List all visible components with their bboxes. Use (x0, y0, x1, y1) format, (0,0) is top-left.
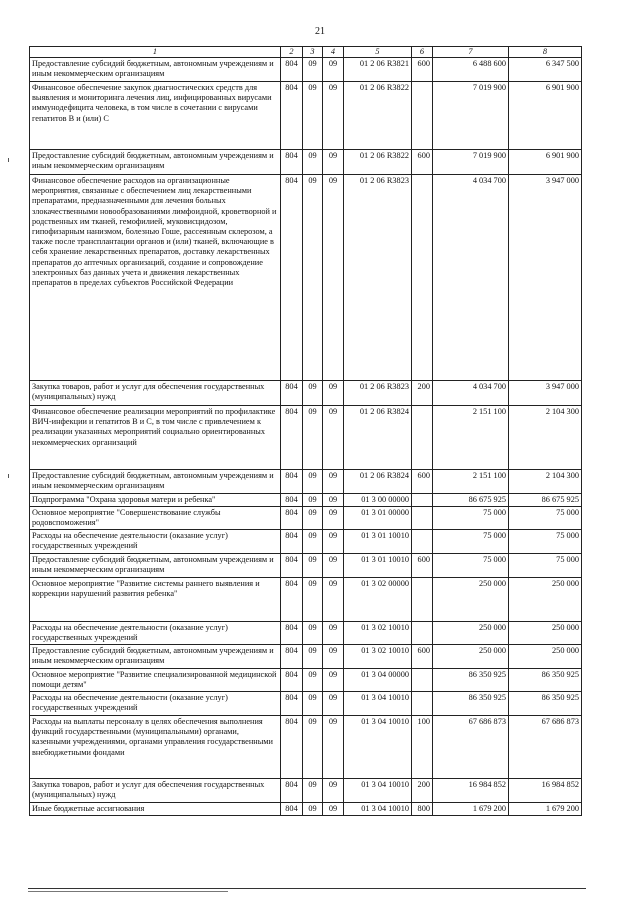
cell-subsection: 09 (323, 645, 344, 669)
column-header: 4 (323, 47, 344, 58)
cell-target-article: 01 3 01 00000 (344, 507, 412, 530)
cell-expense-type: 100 (412, 716, 433, 779)
cell-expense-type (412, 669, 433, 692)
cell-amount-2: 250 000 (509, 622, 582, 645)
table-row (30, 578, 582, 622)
cell-subsection: 09 (323, 470, 344, 494)
scan-mark (8, 158, 9, 162)
cell-section: 09 (303, 692, 323, 716)
page-number: 21 (315, 26, 325, 37)
column-header: 5 (344, 47, 412, 58)
cell-amount-2: 86 350 925 (509, 669, 582, 692)
cell-target-article: 01 3 02 00000 (344, 578, 412, 622)
cell-section: 09 (303, 507, 323, 530)
cell-amount-2: 3 947 000 (509, 175, 582, 381)
table-row (30, 530, 582, 554)
table-row (30, 645, 582, 669)
cell-section: 09 (303, 406, 323, 470)
cell-name: Финансовое обеспечение реализации мероприятий по профилактике ВИЧ-инфекции и гепатитов В и С, в том числе с привлечением к реализации указанных мероприятий социально ориентированных некоммерческих организаций (30, 406, 281, 470)
cell-amount-1: 250 000 (433, 578, 509, 622)
cell-expense-type (412, 175, 433, 381)
table-row (30, 175, 582, 381)
cell-subsection: 09 (323, 554, 344, 578)
cell-grbs: 804 (281, 175, 303, 381)
cell-amount-2: 75 000 (509, 507, 582, 530)
cell-expense-type: 600 (412, 554, 433, 578)
cell-target-article: 01 2 06 R3822 (344, 82, 412, 150)
cell-amount-2: 16 984 852 (509, 779, 582, 803)
cell-name: Предоставление субсидий бюджетным, автономным учреждениям и иным некоммерческим организациям (30, 554, 281, 578)
scan-mark (8, 474, 9, 478)
cell-subsection: 09 (323, 530, 344, 554)
cell-subsection: 09 (323, 669, 344, 692)
cell-section: 09 (303, 669, 323, 692)
cell-subsection: 09 (323, 175, 344, 381)
cell-target-article: 01 2 06 R3823 (344, 175, 412, 381)
cell-section: 09 (303, 150, 323, 175)
cell-target-article: 01 3 04 10010 (344, 692, 412, 716)
cell-amount-1: 1 679 200 (433, 803, 509, 816)
cell-amount-1: 4 034 700 (433, 381, 509, 406)
cell-grbs: 804 (281, 494, 303, 507)
cell-amount-1: 75 000 (433, 530, 509, 554)
cell-target-article: 01 3 04 10010 (344, 779, 412, 803)
cell-name: Финансовое обеспечение расходов на организационные мероприятия, связанные с обеспечением лиц лекарственными препаратами, предназначенными для лечения больных злокачественными новообразованиями лимфоидной, кроветворной и родственных им тканей, гемофилией, муковисцидозом, гипофизарным нанизмом, болезнью Гоше, рассеянным склерозом, а также после трансплантации органов и (или) тканей, включающие в себя хранение лекарственных препаратов, доставку лекарственных препаратов до аптечных организаций, создание и сопровождение электронных баз данных учета и движения лекарственных препаратов в пределах субъектов Российской Федерации (30, 175, 281, 381)
cell-expense-type: 800 (412, 803, 433, 816)
cell-name: Основное мероприятие "Развитие специализированной медицинской помощи детям" (30, 669, 281, 692)
cell-target-article: 01 3 02 10010 (344, 645, 412, 669)
cell-section: 09 (303, 554, 323, 578)
column-header: 3 (303, 47, 323, 58)
cell-subsection: 09 (323, 779, 344, 803)
column-header: 6 (412, 47, 433, 58)
cell-subsection: 09 (323, 150, 344, 175)
column-header: 1 (30, 47, 281, 58)
cell-subsection: 09 (323, 803, 344, 816)
cell-grbs: 804 (281, 150, 303, 175)
cell-grbs: 804 (281, 669, 303, 692)
table-row (30, 58, 582, 82)
cell-expense-type (412, 692, 433, 716)
cell-target-article: 01 3 00 00000 (344, 494, 412, 507)
cell-amount-1: 7 019 900 (433, 150, 509, 175)
cell-target-article: 01 3 02 10010 (344, 622, 412, 645)
table-row (30, 82, 582, 150)
cell-name: Расходы на обеспечение деятельности (оказание услуг) государственных учреждений (30, 530, 281, 554)
cell-target-article: 01 2 06 R3823 (344, 381, 412, 406)
cell-name: Финансовое обеспечение закупок диагностических средств для выявления и мониторинга лечения лиц, инфицированных вирусами иммунодефицита человека, в том числе в сочетании с вирусами гепатитов В и (или) С (30, 82, 281, 150)
cell-name: Закупка товаров, работ и услуг для обеспечения государственных (муниципальных) нужд (30, 381, 281, 406)
cell-target-article: 01 2 06 R3821 (344, 58, 412, 82)
cell-grbs: 804 (281, 716, 303, 779)
cell-grbs: 804 (281, 507, 303, 530)
cell-section: 09 (303, 58, 323, 82)
cell-expense-type (412, 530, 433, 554)
table-row (30, 692, 582, 716)
cell-section: 09 (303, 779, 323, 803)
cell-subsection: 09 (323, 82, 344, 150)
cell-section: 09 (303, 578, 323, 622)
cell-amount-2: 6 901 900 (509, 82, 582, 150)
cell-grbs: 804 (281, 406, 303, 470)
cell-expense-type (412, 406, 433, 470)
cell-section: 09 (303, 645, 323, 669)
table-row (30, 381, 582, 406)
cell-subsection: 09 (323, 692, 344, 716)
footer-rule (28, 891, 228, 892)
cell-name: Расходы на выплаты персоналу в целях обеспечения выполнения функций государственными (муниципальными) органами, казенными учреждениями, органами управления государственными внебюджетными фондами (30, 716, 281, 779)
cell-amount-2: 250 000 (509, 578, 582, 622)
cell-target-article: 01 2 06 R3822 (344, 150, 412, 175)
cell-section: 09 (303, 381, 323, 406)
cell-target-article: 01 3 04 10010 (344, 716, 412, 779)
cell-amount-2: 2 104 300 (509, 406, 582, 470)
cell-grbs: 804 (281, 779, 303, 803)
cell-amount-2: 75 000 (509, 530, 582, 554)
cell-expense-type: 600 (412, 58, 433, 82)
cell-grbs: 804 (281, 645, 303, 669)
cell-expense-type (412, 82, 433, 150)
cell-amount-1: 86 675 925 (433, 494, 509, 507)
table-row (30, 470, 582, 494)
cell-target-article: 01 3 04 10010 (344, 803, 412, 816)
table-row (30, 779, 582, 803)
column-header: 8 (509, 47, 582, 58)
cell-grbs: 804 (281, 803, 303, 816)
cell-expense-type: 600 (412, 150, 433, 175)
cell-target-article: 01 3 04 00000 (344, 669, 412, 692)
cell-expense-type: 200 (412, 779, 433, 803)
column-header: 2 (281, 47, 303, 58)
cell-expense-type (412, 507, 433, 530)
table-row (30, 406, 582, 470)
cell-name: Основное мероприятие "Совершенствование службы родовспоможения" (30, 507, 281, 530)
cell-grbs: 804 (281, 82, 303, 150)
cell-expense-type: 600 (412, 470, 433, 494)
column-header: 7 (433, 47, 509, 58)
cell-expense-type (412, 494, 433, 507)
cell-amount-2: 86 350 925 (509, 692, 582, 716)
cell-section: 09 (303, 175, 323, 381)
cell-name: Предоставление субсидий бюджетным, автономным учреждениям и иным некоммерческим организациям (30, 58, 281, 82)
cell-name: Закупка товаров, работ и услуг для обеспечения государственных (муниципальных) нужд (30, 779, 281, 803)
cell-name: Предоставление субсидий бюджетным, автономным учреждениям и иным некоммерческим организациям (30, 150, 281, 175)
cell-amount-1: 2 151 100 (433, 406, 509, 470)
table-row (30, 494, 582, 507)
header-row (30, 47, 582, 58)
cell-amount-1: 7 019 900 (433, 82, 509, 150)
footer-rule (28, 888, 586, 889)
cell-target-article: 01 2 06 R3824 (344, 470, 412, 494)
cell-subsection: 09 (323, 578, 344, 622)
cell-name: Предоставление субсидий бюджетным, автономным учреждениям и иным некоммерческим организациям (30, 645, 281, 669)
cell-grbs: 804 (281, 381, 303, 406)
cell-section: 09 (303, 470, 323, 494)
cell-section: 09 (303, 803, 323, 816)
cell-amount-1: 86 350 925 (433, 692, 509, 716)
cell-amount-1: 250 000 (433, 645, 509, 669)
cell-amount-1: 75 000 (433, 507, 509, 530)
cell-amount-2: 67 686 873 (509, 716, 582, 779)
table-row (30, 622, 582, 645)
cell-amount-2: 1 679 200 (509, 803, 582, 816)
cell-grbs: 804 (281, 692, 303, 716)
cell-target-article: 01 3 01 10010 (344, 554, 412, 578)
cell-grbs: 804 (281, 530, 303, 554)
table-row (30, 716, 582, 779)
cell-subsection: 09 (323, 716, 344, 779)
cell-amount-1: 4 034 700 (433, 175, 509, 381)
cell-grbs: 804 (281, 554, 303, 578)
cell-subsection: 09 (323, 494, 344, 507)
cell-amount-1: 86 350 925 (433, 669, 509, 692)
budget-table (29, 46, 582, 816)
cell-name: Предоставление субсидий бюджетным, автономным учреждениям и иным некоммерческим организациям (30, 470, 281, 494)
cell-amount-2: 6 347 500 (509, 58, 582, 82)
cell-subsection: 09 (323, 58, 344, 82)
cell-grbs: 804 (281, 58, 303, 82)
cell-amount-1: 16 984 852 (433, 779, 509, 803)
cell-amount-2: 250 000 (509, 645, 582, 669)
cell-amount-2: 2 104 300 (509, 470, 582, 494)
cell-amount-1: 6 488 600 (433, 58, 509, 82)
table-row (30, 150, 582, 175)
table-row (30, 803, 582, 816)
cell-section: 09 (303, 494, 323, 507)
cell-expense-type: 200 (412, 381, 433, 406)
cell-name: Иные бюджетные ассигнования (30, 803, 281, 816)
cell-amount-2: 3 947 000 (509, 381, 582, 406)
cell-amount-2: 86 675 925 (509, 494, 582, 507)
cell-name: Подпрограмма "Охрана здоровья матери и ребенка" (30, 494, 281, 507)
cell-expense-type (412, 622, 433, 645)
cell-amount-1: 2 151 100 (433, 470, 509, 494)
cell-amount-1: 75 000 (433, 554, 509, 578)
cell-amount-1: 250 000 (433, 622, 509, 645)
cell-section: 09 (303, 622, 323, 645)
cell-name: Расходы на обеспечение деятельности (оказание услуг) государственных учреждений (30, 692, 281, 716)
cell-expense-type (412, 578, 433, 622)
cell-section: 09 (303, 82, 323, 150)
cell-subsection: 09 (323, 507, 344, 530)
cell-amount-2: 6 901 900 (509, 150, 582, 175)
cell-section: 09 (303, 530, 323, 554)
cell-expense-type: 600 (412, 645, 433, 669)
cell-name: Основное мероприятие "Развитие системы раннего выявления и коррекции нарушений развития ребенка" (30, 578, 281, 622)
cell-target-article: 01 2 06 R3824 (344, 406, 412, 470)
cell-subsection: 09 (323, 406, 344, 470)
cell-subsection: 09 (323, 381, 344, 406)
cell-target-article: 01 3 01 10010 (344, 530, 412, 554)
cell-name: Расходы на обеспечение деятельности (оказание услуг) государственных учреждений (30, 622, 281, 645)
cell-amount-2: 75 000 (509, 554, 582, 578)
cell-grbs: 804 (281, 578, 303, 622)
cell-grbs: 804 (281, 622, 303, 645)
table-row (30, 669, 582, 692)
table-row (30, 507, 582, 530)
cell-grbs: 804 (281, 470, 303, 494)
cell-amount-1: 67 686 873 (433, 716, 509, 779)
cell-section: 09 (303, 716, 323, 779)
cell-subsection: 09 (323, 622, 344, 645)
table-row (30, 554, 582, 578)
